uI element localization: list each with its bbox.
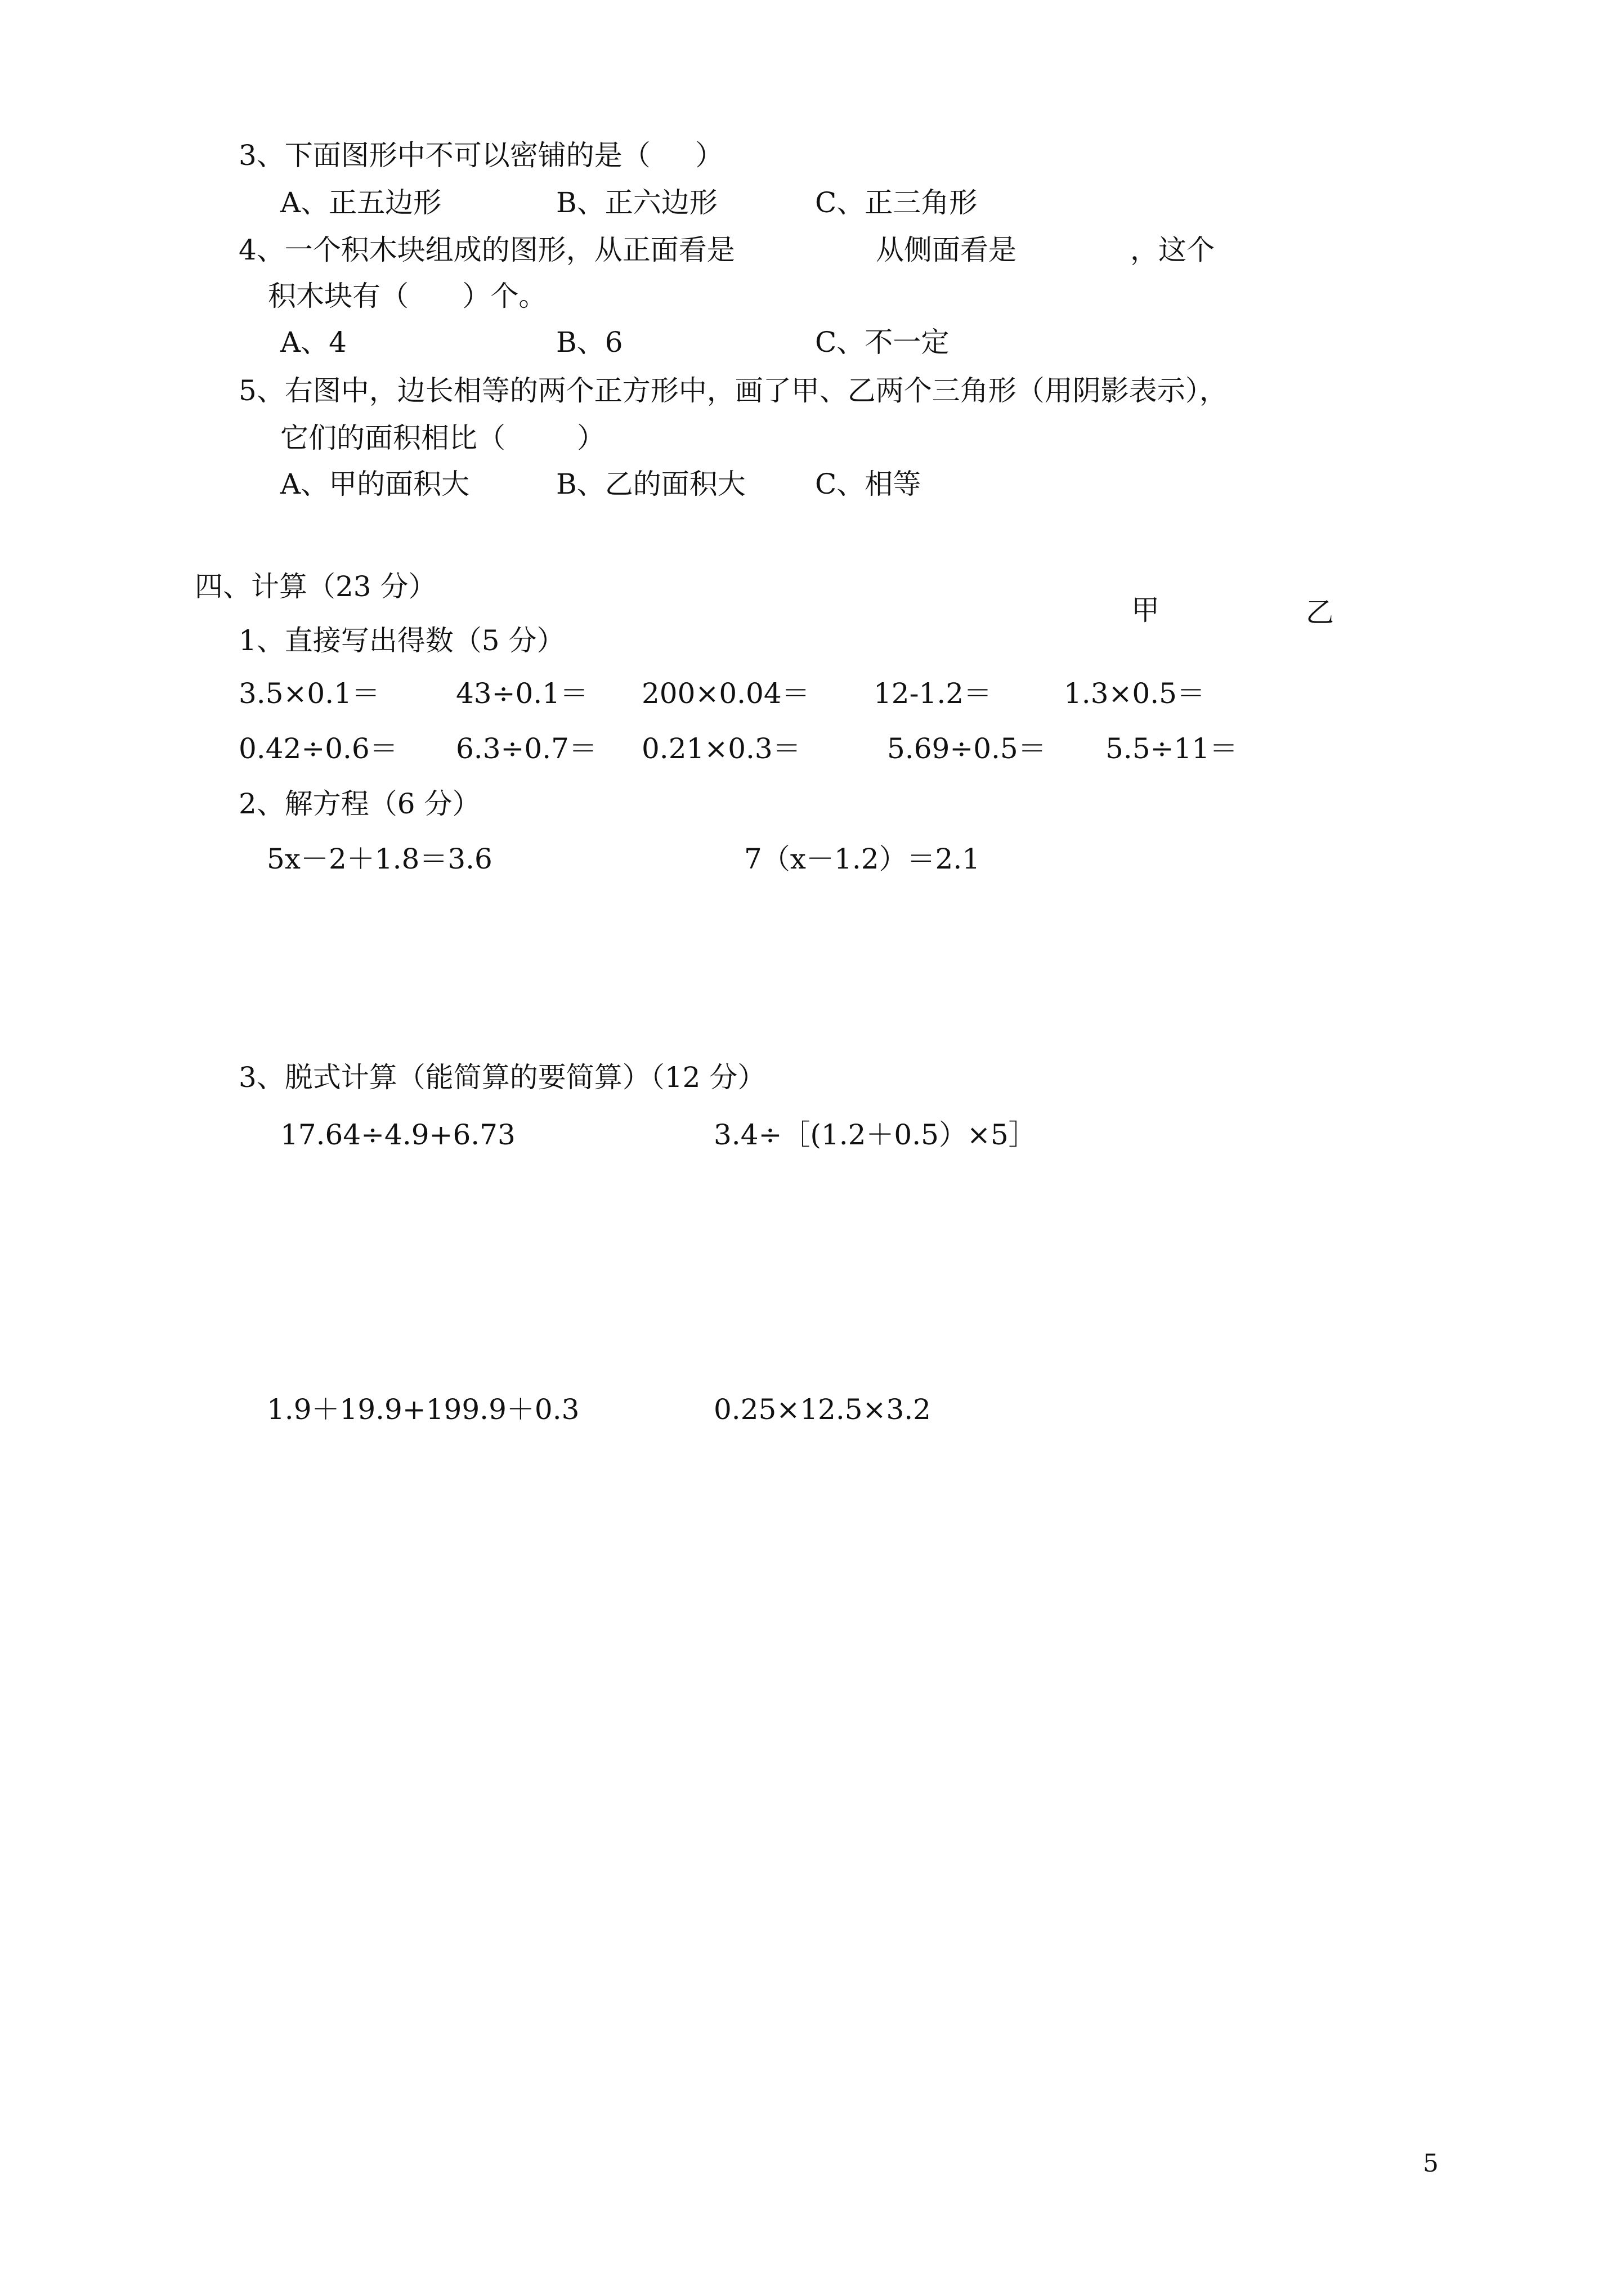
figure-label-yi: 乙 xyxy=(1306,596,1334,629)
figure-label-jia: 甲 xyxy=(1131,594,1159,626)
q4-stem-part3: ，这个 xyxy=(1130,234,1215,266)
q3-option-a: A、正五边形 xyxy=(280,186,442,219)
part2-title: 2、解方程（6 分） xyxy=(239,787,481,820)
mental-calc-item: 5.69÷0.5＝ xyxy=(887,732,1046,765)
mental-calc-item: 6.3÷0.7＝ xyxy=(456,732,597,765)
expression-3: 1.9＋19.9+199.9＋0.3 xyxy=(267,1393,580,1426)
mental-calc-item: 0.42÷0.6＝ xyxy=(239,732,398,765)
q5-option-a: A、甲的面积大 xyxy=(280,468,470,500)
part3-title: 3、脱式计算（能简算的要简算）（12 分） xyxy=(239,1061,766,1094)
mental-calc-item: 12-1.2＝ xyxy=(874,677,992,710)
mental-calc-item: 43÷0.1＝ xyxy=(456,677,589,710)
q5-option-b: B、乙的面积大 xyxy=(556,468,746,500)
equation-1: 5x－2＋1.8＝3.6 xyxy=(267,843,492,875)
q5-option-c: C、相等 xyxy=(815,468,921,500)
mental-calc-item: 5.5÷11＝ xyxy=(1105,732,1238,765)
q3-stem: 3、下面图形中不可以密铺的是（ ） xyxy=(239,139,724,172)
q4-option-b: B、6 xyxy=(556,326,623,359)
q3-option-b: B、正六边形 xyxy=(556,186,718,219)
mental-calc-item: 200×0.04＝ xyxy=(642,677,810,710)
expression-2: 3.4÷［(1.2＋0.5）×5］ xyxy=(714,1118,1037,1151)
equation-2: 7（x－1.2）＝2.1 xyxy=(744,843,980,875)
page-number: 5 xyxy=(1423,2149,1439,2178)
expression-1: 17.64÷4.9+6.73 xyxy=(280,1118,516,1151)
q3-option-c: C、正三角形 xyxy=(815,186,978,219)
q4-stem-line2: 积木块有（ ）个。 xyxy=(268,280,547,312)
q5-stem-line2: 它们的面积相比（ ） xyxy=(280,422,606,454)
mental-calc-item: 0.21×0.3＝ xyxy=(642,732,801,765)
q4-option-a: A、4 xyxy=(280,326,347,359)
part1-title: 1、直接写出得数（5 分） xyxy=(239,624,565,657)
q4-option-c: C、不一定 xyxy=(815,326,950,359)
section4-title: 四、计算（23 分） xyxy=(195,570,437,603)
q4-stem-part1: 4、一个积木块组成的图形，从正面看是 xyxy=(239,234,735,266)
q4-stem-part2: 从侧面看是 xyxy=(876,234,1017,266)
mental-calc-item: 3.5×0.1＝ xyxy=(239,677,380,710)
mental-calc-item: 1.3×0.5＝ xyxy=(1064,677,1205,710)
q5-stem: 5、右图中，边长相等的两个正方形中，画了甲、乙两个三角形（用阴影表示）， xyxy=(239,374,1228,407)
expression-4: 0.25×12.5×3.2 xyxy=(714,1393,931,1426)
